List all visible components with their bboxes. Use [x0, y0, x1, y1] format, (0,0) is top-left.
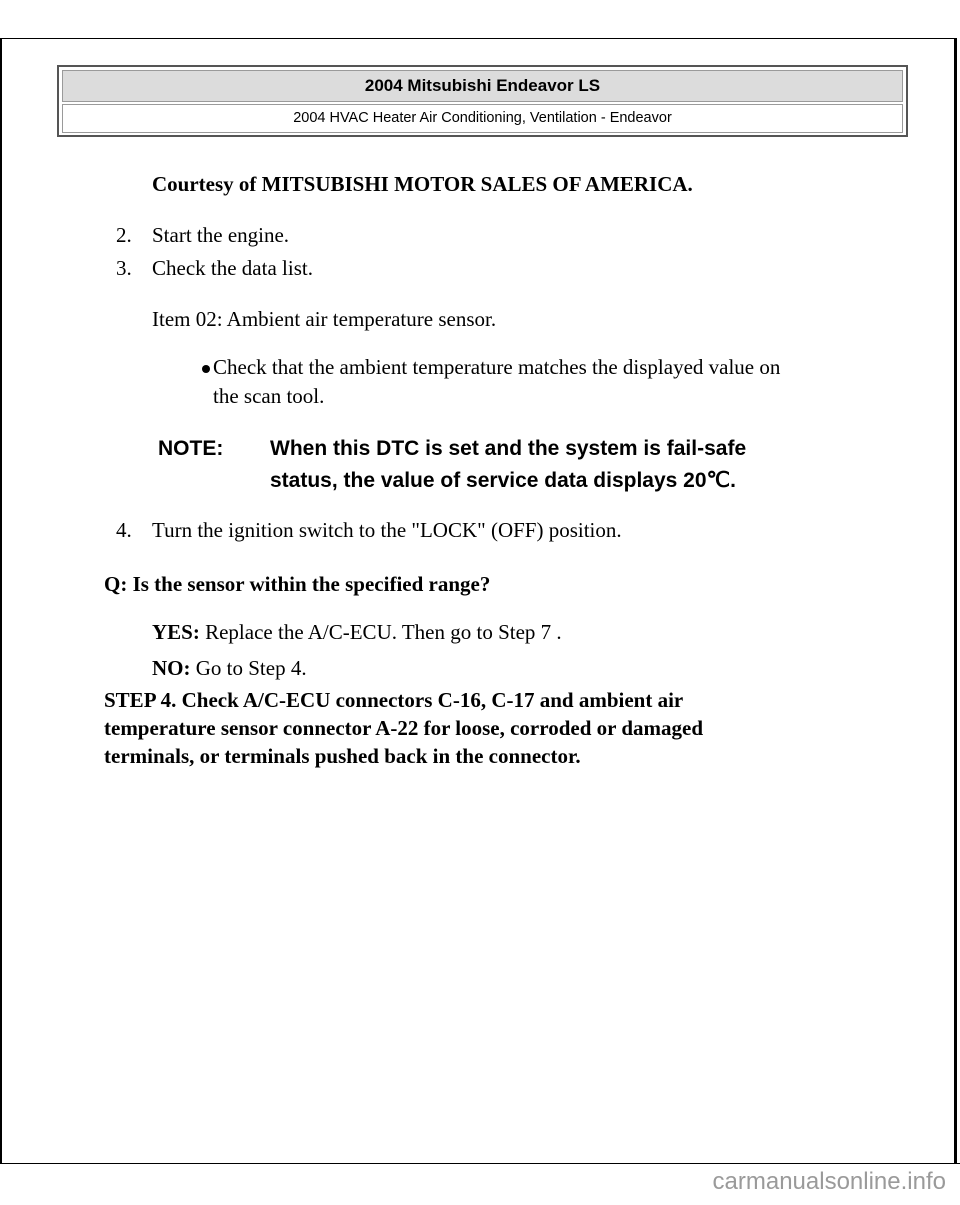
no-text: Go to Step 4. [190, 656, 307, 680]
step-2-number: 2. [116, 223, 132, 247]
item-line: Item 02: Ambient air temperature sensor. [152, 307, 497, 331]
yes-text: Replace the A/C-ECU. Then go to Step 7 . [199, 620, 562, 644]
watermark: carmanualsonline.info [712, 1168, 946, 1195]
note-line-2: status, the value of service data displays 20℃. [270, 469, 736, 492]
step-4-number: 4. [116, 518, 132, 542]
footer-divider [0, 1163, 960, 1164]
header-subtitle: 2004 HVAC Heater Air Conditioning, Ventilation - Endeavor [62, 104, 903, 133]
step-heading-line-3: terminals, or terminals pushed back in the connector. [104, 744, 581, 768]
step-3-number: 3. [116, 256, 132, 280]
page-frame [0, 38, 957, 1164]
bullet-text-line-1: Check that the ambient temperature matches the displayed value on [213, 355, 781, 379]
bullet-text-line-2: the scan tool. [213, 384, 325, 408]
step-4-text: Turn the ignition switch to the "LOCK" (OFF) position. [152, 518, 622, 542]
step-3-text: Check the data list. [152, 256, 313, 280]
no-label: NO: [152, 656, 191, 680]
courtesy-caption: Courtesy of MITSUBISHI MOTOR SALES OF AMERICA. [152, 172, 693, 196]
step-2-text: Start the engine. [152, 223, 290, 247]
yes-label: YES: [152, 620, 200, 644]
step-heading-line-1: STEP 4. Check A/C-ECU connectors C-16, C-17 and ambient air [104, 688, 684, 712]
step-heading-line-2: temperature sensor connector A-22 for loose, corroded or damaged [104, 716, 703, 740]
note-label: NOTE: [158, 437, 224, 460]
yes-answer [152, 620, 562, 645]
question: Q: Is the sensor within the specified range? [104, 572, 491, 596]
header-title: 2004 Mitsubishi Endeavor LS [62, 70, 903, 102]
document-header [57, 65, 908, 137]
bullet-icon [202, 365, 210, 373]
note-line-1: When this DTC is set and the system is fail-safe [270, 437, 747, 460]
no-answer [152, 656, 307, 681]
